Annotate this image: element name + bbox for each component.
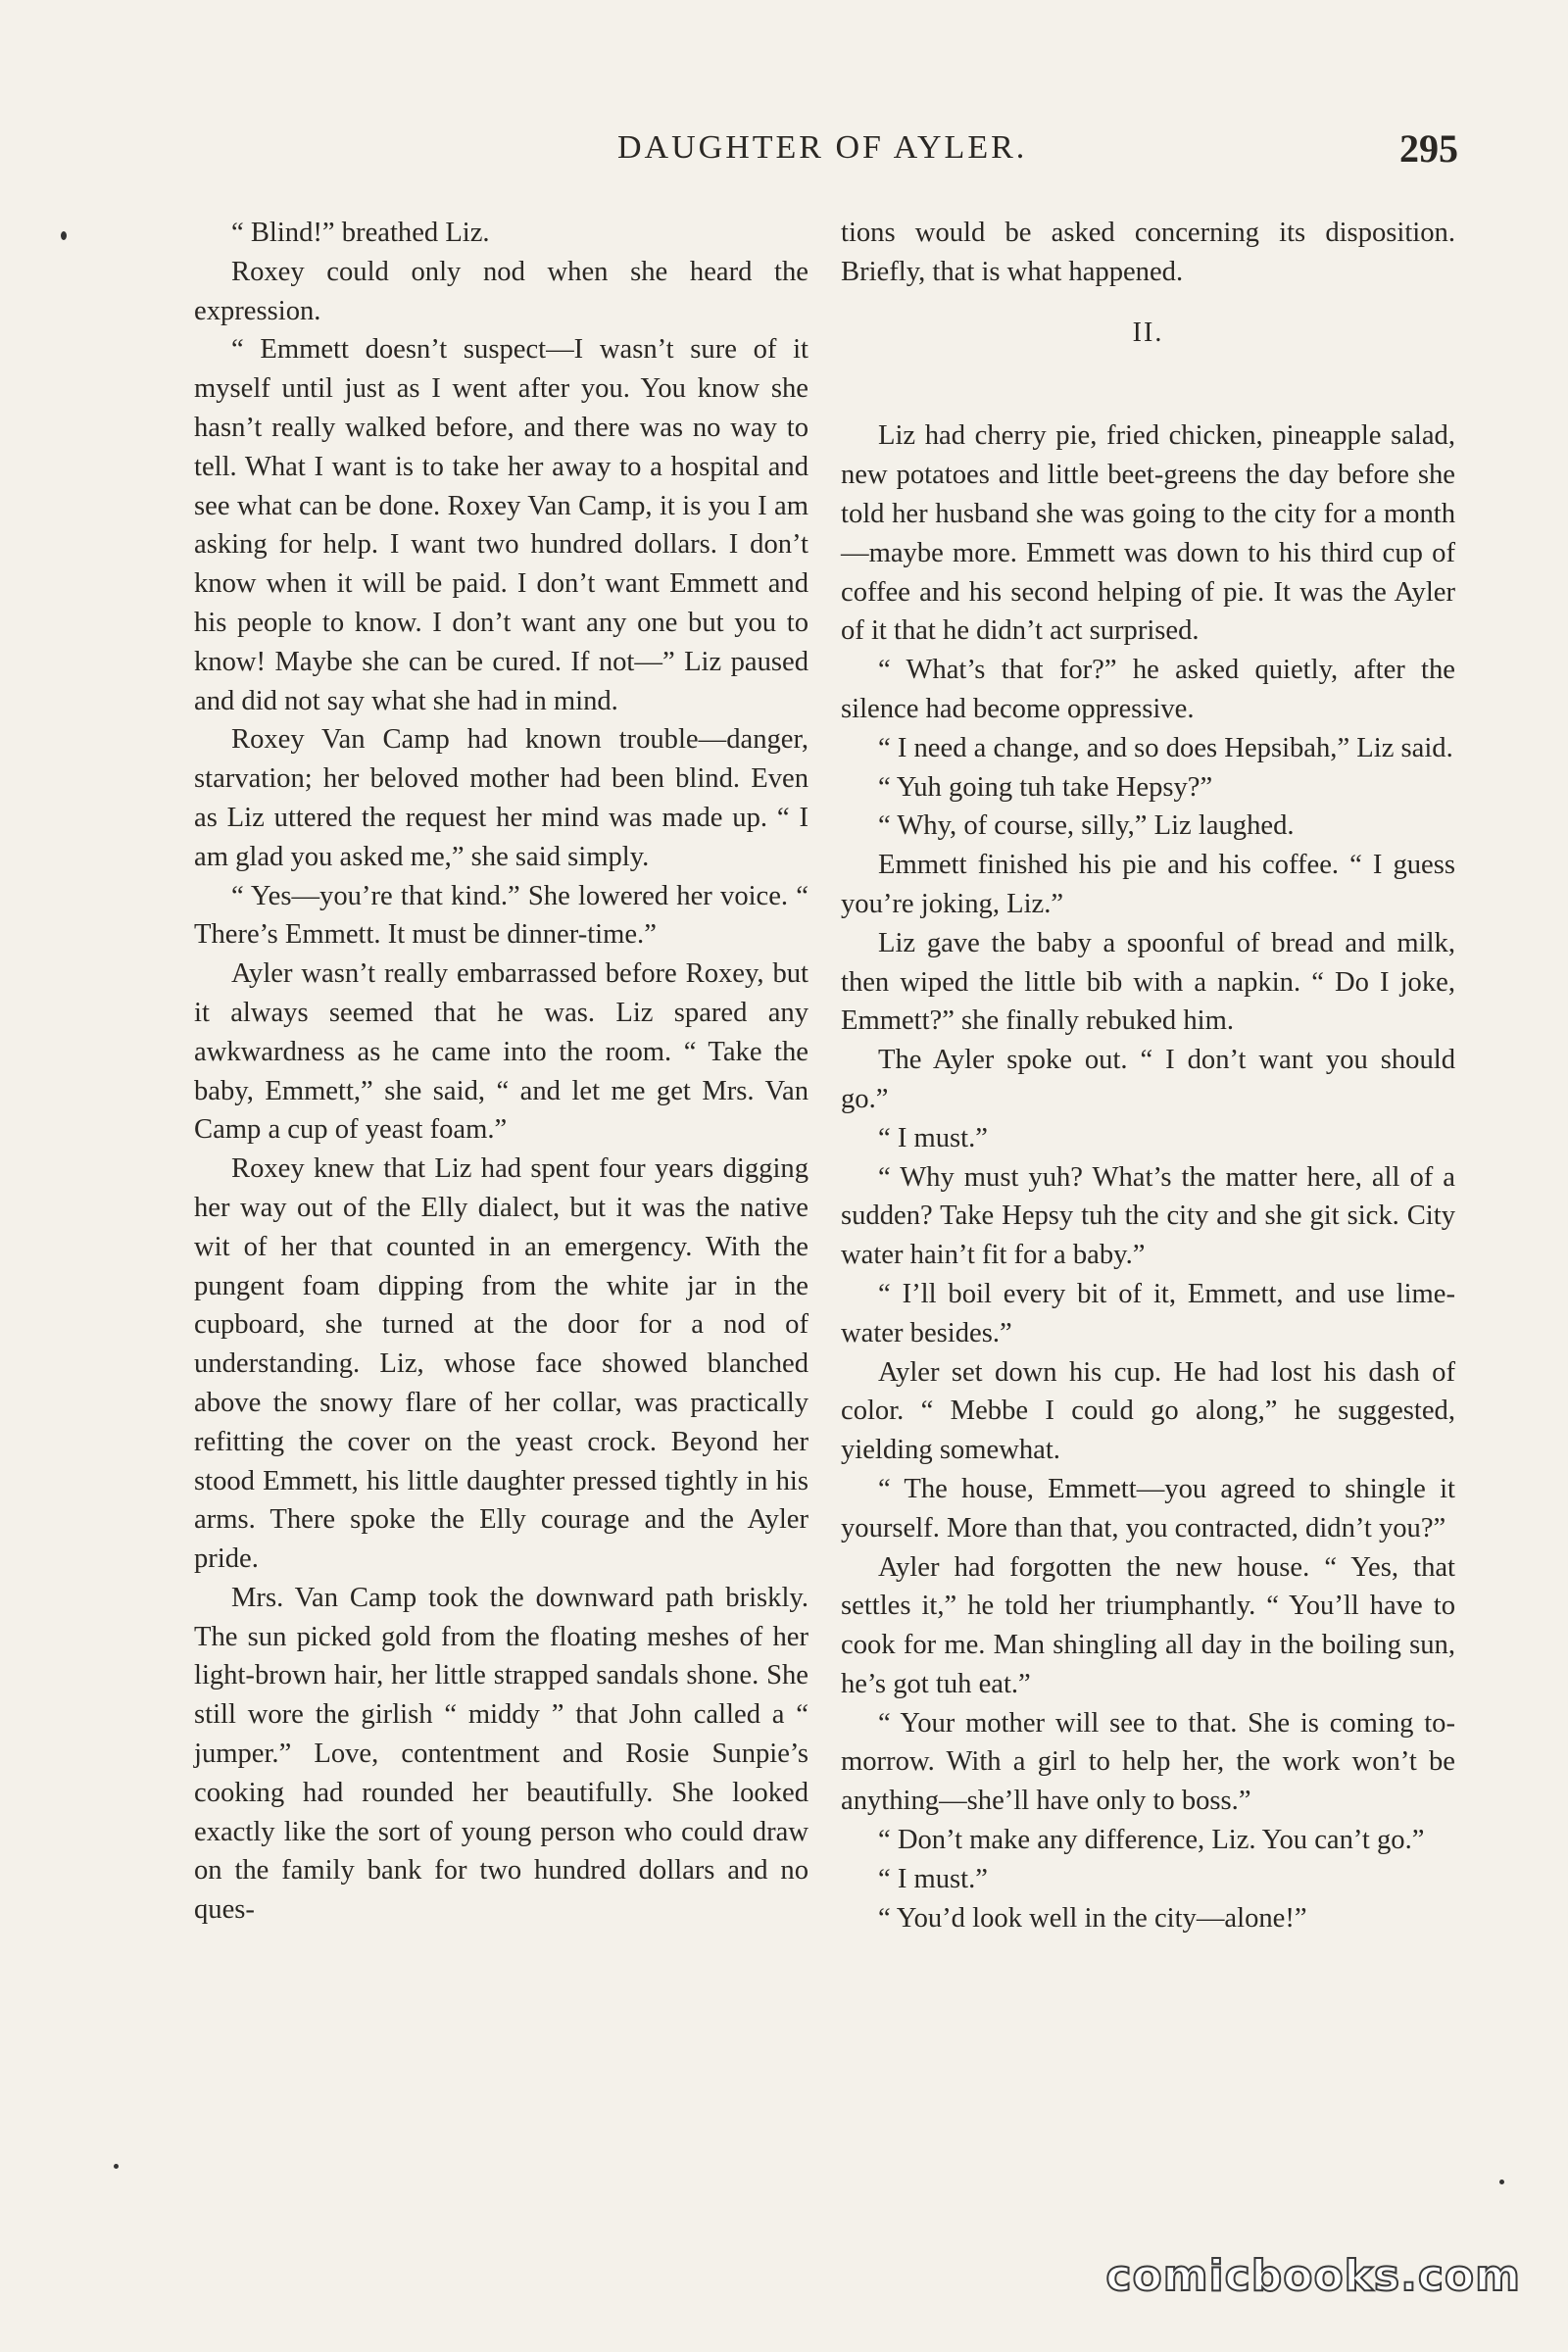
section-number: II. (1132, 317, 1164, 348)
paragraph: The Ayler spoke out. “ I don’t want you should go.” (841, 1045, 1455, 1114)
paragraph: Emmett finished his pie and his coffee. “ I guess you’re joking, Liz.” (841, 850, 1455, 919)
paragraph: Mrs. Van Camp took the downward path briskly. The sun picked gold from the floating meshes of her light-brown hair, her little strapped sandals shone. She still wore the girlish “ middy ” that John called a “ jumper.” Love, contentment and Rosie Sunpie’s cooking had rounded her beautifully. She looked exactly like the sort of young person who could draw on the family bank for two hundred dollars and no ques- (194, 1582, 808, 1926)
left-column (194, 214, 808, 1930)
paragraph: “ Yuh going tuh take Hepsy?” (878, 771, 1213, 803)
paragraph: “ Why must yuh? What’s the matter here, all of a sudden? Take Hepsy tuh the city and she git sick. City water hain’t fit for a baby.” (841, 1161, 1455, 1271)
paragraph: “ I need a change, and so does Hepsibah,” Liz said. (878, 732, 1453, 763)
paragraph: Liz had cherry pie, fried chicken, pineapple salad, new potatoes and little beet-greens the day before she told her husband she was going to the city for a month—maybe more. Emmett was down to his third cup of coffee and his second helping of pie. It was the Ayler of it that he didn’t act surprised. (841, 420, 1455, 647)
paragraph: “ Your mother will see to that. She is coming to-morrow. With a girl to help her, the work won’t be anything—she’ll have only to boss.” (841, 1707, 1455, 1817)
watermark: comicbooks.com (1105, 2251, 1521, 2301)
paragraph: Ayler wasn’t really embarrassed before Roxey, but it always seemed that he was. Liz spared any awkwardness as he came into the room. “ Take the baby, Emmett,” she said, “ and let me get Mrs. Van Camp a cup of yeast foam.” (194, 958, 808, 1146)
paragraph-continued: tions would be asked concerning its disposition. Briefly, that is what happened. (841, 218, 1455, 287)
print-speck (61, 231, 67, 240)
paragraph: “ Emmett doesn’t suspect—I wasn’t sure of it myself until just as I went after you. You know she hasn’t really walked before, and there was no way to tell. What I want is to take her away to a hospital and see what can be done. Roxey Van Camp, it is you I am asking for help. I want two hundred dollars. I don’t know when it will be paid. I don’t want Emmett and his people to know. I don’t want any one but you to know! Maybe she can be cured. If not—” Liz paused and did not say what she had in mind. (194, 334, 808, 716)
paragraph: Roxey knew that Liz had spent four years digging her way out of the Elly dialect, but it was the native wit of her that counted in an emergency. With the pungent foam dipping from the white jar in the cupboard, she turned at the door for a nod of understanding. Liz, whose face showed blanched above the snowy flare of her collar, was practically refitting the cover on the yeast crock. Beyond her stood Emmett, his little daughter pressed tightly in his arms. There spoke the Elly courage and the Ayler pride. (194, 1153, 808, 1575)
paragraph: Roxey could only nod when she heard the expression. (194, 256, 808, 326)
paragraph: “ I must.” (878, 1122, 988, 1153)
paragraph: “ I must.” (878, 1863, 988, 1894)
paragraph: Ayler set down his cup. He had lost his dash of color. “ Mebbe I could go along,” he suggested, yielding somewhat. (841, 1356, 1455, 1466)
paragraph: Ayler had forgotten the new house. “ Yes, that settles it,” he told her triumphantly. “ You’ll have to cook for me. Man shingling all day in the boiling sun, he’s got tuh eat.” (841, 1551, 1455, 1699)
running-head: DAUGHTER OF AYLER. (617, 129, 1028, 166)
paragraph: “ Yes—you’re that kind.” She lowered her voice. “ There’s Emmett. It must be dinner-time.” (194, 880, 808, 951)
paragraph: “ I’ll boil every bit of it, Emmett, and use lime-water besides.” (841, 1278, 1455, 1348)
right-column (841, 214, 1455, 1937)
page-number: 295 (1399, 126, 1458, 171)
paragraph: “ Don’t make any difference, Liz. You can’t go.” (878, 1825, 1425, 1856)
paragraph: Liz gave the baby a spoonful of bread and milk, then wiped the little bib with a napkin. “ Do I joke, Emmett?” she finally rebuked him. (841, 927, 1455, 1037)
paragraph: “ You’d look well in the city—alone!” (878, 1902, 1307, 1934)
page-header (194, 125, 1458, 174)
paragraph: “ Blind!” breathed Liz. (231, 218, 490, 248)
print-speck (1499, 2180, 1504, 2184)
paragraph: “ The house, Emmett—you agreed to shingle it yourself. More than that, you contracted, didn’t you?” (841, 1473, 1455, 1544)
paragraph: “ What’s that for?” he asked quietly, after the silence had become oppressive. (841, 655, 1455, 724)
paragraph: Roxey Van Camp had known trouble—danger, starvation; her beloved mother had been blind. Even as Liz uttered the request her mind was made up. “ I am glad you asked me,” she said simply. (194, 724, 808, 872)
paragraph: “ Why, of course, silly,” Liz laughed. (878, 810, 1295, 842)
print-speck (114, 2164, 119, 2169)
